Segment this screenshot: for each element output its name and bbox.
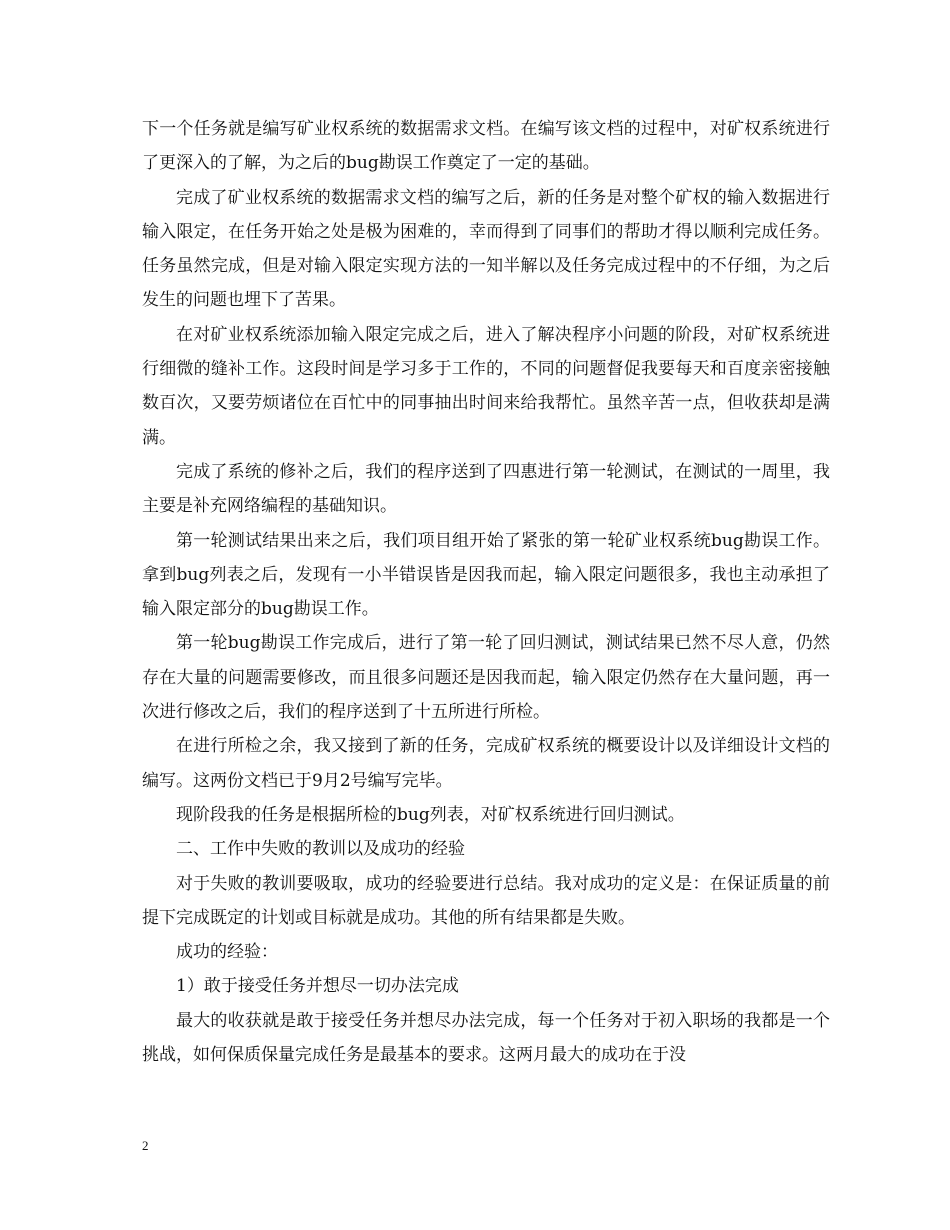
paragraph: 对于失败的教训要吸取，成功的经验要进行总结。我对成功的定义是：在保证质量的前提下完成既定的计划或目标就是成功。其他的所有结果都是失败。 — [142, 873, 830, 928]
subheading: 成功的经验： — [176, 942, 278, 963]
paragraph: 第一轮bug勘误工作完成后，进行了第一轮了回归测试，测试结果已然不尽人意，仍然存在大量的问题需要修改，而且很多问题还是因我而起，输入限定仍然存在大量问题，再一次进行修改之后，我们的程序送到了十五所进行所检。 — [142, 633, 830, 723]
paragraph: 完成了系统的修补之后，我们的程序送到了四惠进行第一轮测试，在测试的一周里，我主要是补充网络编程的基础知识。 — [142, 461, 830, 517]
paragraph: 第一轮测试结果出来之后，我们项目组开始了紧张的第一轮矿业权系统bug勘误工作。拿到bug列表之后，发现有一小半错误皆是因我而起，输入限定问题很多，我也主动承担了输入限定部分的bug勘误工作。 — [142, 530, 830, 620]
body-text — [142, 112, 830, 1072]
page-number: 2 — [142, 1138, 149, 1153]
paragraph: 现阶段我的任务是根据所检的bug列表，对矿权系统进行回归测试。 — [176, 804, 685, 825]
paragraph: 在进行所检之余，我又接到了新的任务，完成矿权系统的概要设计以及详细设计文档的编写。这两份文档已于9月2号编写完毕。 — [142, 736, 830, 791]
paragraph: 完成了矿业权系统的数据需求文档的编写之后，新的任务是对整个矿权的输入数据进行输入限定，在任务开始之处是极为困难的，幸而得到了同事们的帮助才得以顺利完成任务。任务虽然完成，但是对输入限定实现方法的一知半解以及任务完成过程中的不仔细，为之后发生的问题也埋下了苦果。 — [142, 187, 830, 311]
list-item: 1）敢于接受任务并想尽一切办法完成 — [176, 976, 459, 997]
paragraph: 最大的收获就是敢于接受任务并想尽办法完成，每一个任务对于初入职场的我都是一个挑战，如何保质保量完成任务是最基本的要求。这两月最大的成功在于没 — [142, 1010, 830, 1066]
section-heading: 二、工作中失败的教训以及成功的经验 — [176, 839, 465, 860]
paragraph: 在对矿业权系统添加输入限定完成之后，进入了解决程序小问题的阶段，对矿权系统进行细微的缝补工作。这段时间是学习多于工作的，不同的问题督促我要每天和百度亲密接触数百次，又要劳烦诸位在百忙中的同事抽出时间来给我帮忙。虽然辛苦一点，但收获却是满满。 — [142, 324, 830, 448]
paragraph: 下一个任务就是编写矿业权系统的数据需求文档。在编写该文档的过程中，对矿权系统进行了更深入的了解，为之后的bug勘误工作奠定了一定的基础。 — [142, 119, 830, 174]
